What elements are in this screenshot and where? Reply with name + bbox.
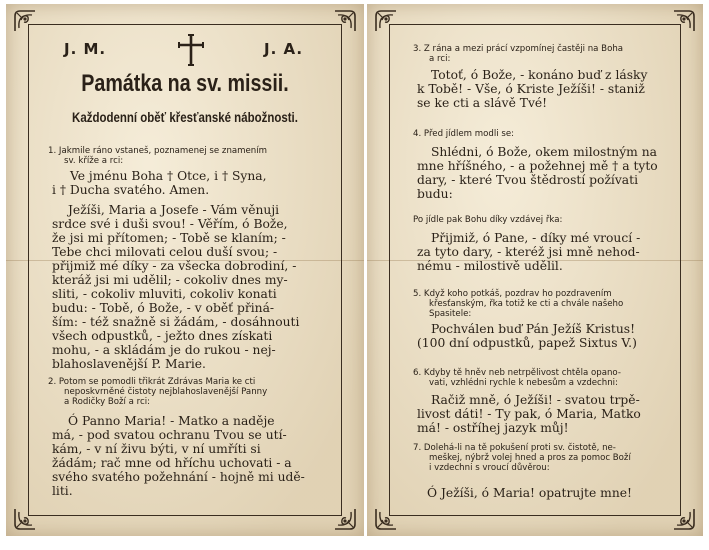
section-7-prayer: Ó Ježíši, ó Maria! opatrujte mne! bbox=[427, 486, 632, 500]
corner-ornament-icon bbox=[12, 506, 38, 532]
cross-icon bbox=[176, 32, 206, 68]
after-meal-intro: Po jídle pak Bohu díky vzdávej řka: bbox=[413, 215, 563, 225]
section-6-prayer: Račiž mně, ó Ježíši! - svatou trpě- livost dáti! - Ty pak, ó Maria, Matko má! - ostříhej jazyk můj! bbox=[417, 393, 641, 435]
corner-ornament-icon bbox=[12, 8, 38, 34]
section-2-prayer: Ó Panno Maria! - Matko a naděje má, - pod svatou ochranu Tvou se utí- kám, - v ní živu býti, v ní umříti si žádám; rač mne od hříchu uchovati - a svého svatého požehnání - hojně mi udě- liti. bbox=[52, 414, 305, 498]
left-page bbox=[6, 4, 364, 536]
section-4-prayer: Shlédni, ó Bože, okem milostným na mne hříšného, - a požehnej mě † a tyto dary, - které Tvou štědrostí požívati budu: bbox=[417, 145, 658, 201]
corner-ornament-icon bbox=[332, 506, 358, 532]
section-2-intro: 2. Potom se pomodli třikrát Zdrávas Maria ke cti neposkvrněné čistoty nejblahoslavenější Panny a Rodičky Boží a rci: bbox=[48, 377, 268, 407]
section-5-intro: 5. Když koho potkáš, pozdrav ho pozdravením křesťanským, řka totiž ke cti a chvále našeho Spasitele: bbox=[413, 289, 624, 319]
section-5-prayer: Pochválen buď Pán Ježíš Kristus! (100 dní odpustků, papež Sixtus V.) bbox=[417, 322, 637, 350]
header-ja: J. A. bbox=[264, 40, 304, 58]
section-6-intro: 6. Kdyby tě hněv neb netrpělivost chtěla opano- vati, vzhlédni rychle k nebesům a vzdechni: bbox=[413, 368, 621, 388]
section-1-prayer: Ježíši, Maria a Josefe - Vám věnuji srdce své i duši svou! - Věřím, ó Bože, že jsi mi přítomen; - Tobě se klaním; - Tebe chci milovati celou duší svou; - přijmiž mé díky - za všecka dobrodiní, - kteráž jsi mi udělil; - cokoliv dnes my- sliti, - cokoliv mluviti, cokoliv konati budu: - Tobě, ó Bože, - v oběť přiná- ším: - též snažně si žádám, - dosáhnouti všech odpustků, - ježto dnes získati mohu, - a skládám je do rukou - nej- blahoslavenější P. Marie. bbox=[52, 203, 300, 371]
corner-ornament-icon bbox=[332, 8, 358, 34]
after-meal-prayer: Přijmiž, ó Pane, - díky mé vroucí - za tyto dary, - kteréž jsi mně nehod- nému - milostivě udělil. bbox=[417, 231, 641, 273]
section-1-intro: 1. Jakmile ráno vstaneš, poznamenej se znamením sv. kříže a rci: bbox=[48, 146, 268, 166]
section-7-intro: 7. Dolehá-li na tě pokušení proti sv. čistotě, ne- meškej, nýbrž volej hned a pros za pomoc Boží i vzdechni s vroucí důvěrou: bbox=[413, 443, 631, 473]
header-jm: J. M. bbox=[64, 40, 107, 58]
page-title: Památka na sv. missii. bbox=[81, 70, 289, 97]
corner-ornament-icon bbox=[671, 506, 697, 532]
page-subtitle: Každodenní oběť křesťanské nábožnosti. bbox=[72, 110, 298, 125]
section-4-intro: 4. Před jídlem modli se: bbox=[413, 129, 515, 139]
section-1-sign: Ve jménu Boha † Otce, i † Syna, i † Ducha svatého. Amen. bbox=[52, 169, 267, 197]
corner-ornament-icon bbox=[373, 8, 399, 34]
corner-ornament-icon bbox=[671, 8, 697, 34]
section-3-prayer: Totoť, ó Bože, - konáno buď z lásky k Tobě! - Vše, ó Kriste Ježíši! - staniž se ke cti a slávě Tvé! bbox=[417, 68, 648, 110]
section-3-intro: 3. Z rána a mezi prácí vzpomínej častěji na Boha a rci: bbox=[413, 44, 624, 64]
right-page bbox=[367, 4, 703, 536]
corner-ornament-icon bbox=[373, 506, 399, 532]
